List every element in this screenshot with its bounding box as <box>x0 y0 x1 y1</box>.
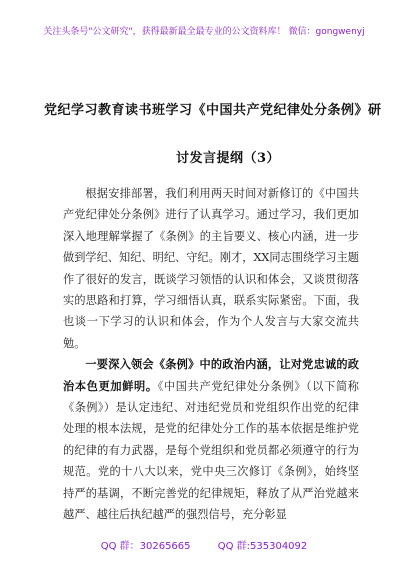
document-body <box>63 183 359 526</box>
section-1-heading: 一要深入领会《条例》中的政治内涵，让对党忠诚的政治本色更加鲜明。 <box>63 357 359 393</box>
document-title-line-2: 讨发言提纲（3） <box>176 151 281 166</box>
header-banner: 关注头条号"公文研究"，获得最新最全最专业的公文资料库！ 微信：gongwenyj <box>43 27 365 37</box>
section-1-text: 《中国共产党纪律处分条例》（以下简称《条例》）是认定违纪、对违纪党员和党组织作出党的纪律处理的根本法规，是党的纪律处分工作的基本依据是维护党的纪律的有力武器，是每个党组织和党员都必须遵守的行为规范。党的十八大以来，党中央三次修订《条例》，始终坚持严的基调，不断完善党的纪律规矩，释放了从严治党越来越严、越往后执纪越严的强烈信号，充分彰显 <box>63 379 359 522</box>
footer-qq-group-1: QQ 群：30265665 <box>100 541 191 552</box>
paragraph-section-1 <box>63 354 359 525</box>
document-title-line-1: 党纪学习教育读书班学习《中国共产党纪律处分条例》研 <box>44 103 382 118</box>
footer-qq-group-2: QQ 群:535304092 <box>217 541 308 552</box>
paragraph-intro: 根据安排部署，我们利用两天时间对新修订的《中国共产党纪律处分条例》进行了认真学习。通过学习，我们更加深入地理解掌握了《条例》的主旨要义、核心内涵，进一步做到学纪、知纪、明纪、守纪。刚才，XX同志围绕学习主题作了很好的发言，既谈学习领悟的认识和体会，又谈贯彻落实的思路和打算，学习细悟认真，联系实际紧密。下面，我也谈一下学习的认识和体会，作为个人发言与大家交流共勉。 <box>63 187 359 350</box>
footer <box>0 541 408 553</box>
